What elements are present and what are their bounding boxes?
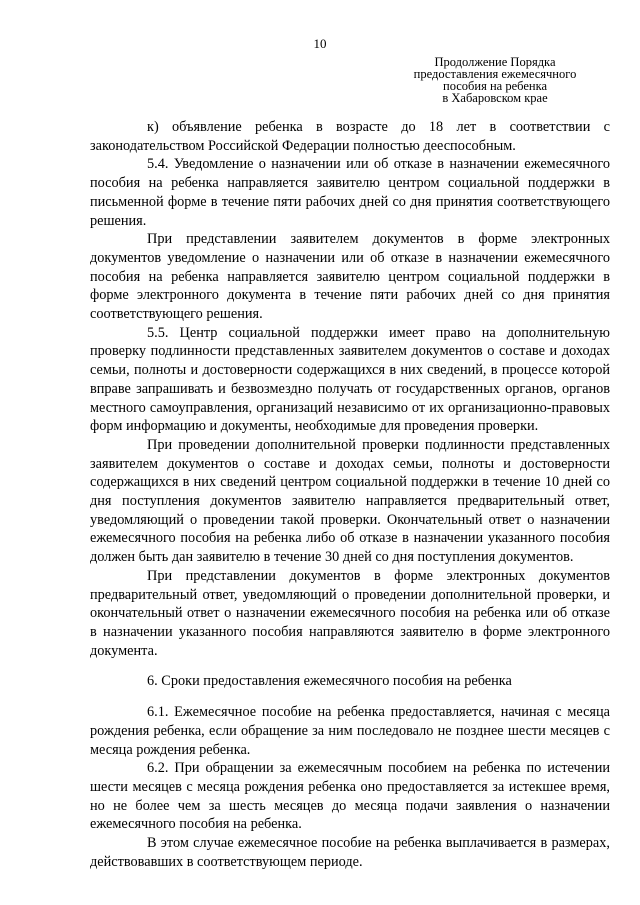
document-body: [90, 118, 610, 871]
paragraph-additional-check: При проведении дополнительной проверки подлинности представленных заявителем документов о составе и доходах семьи, полноты и достоверности содержащихся в них сведений центром социальной поддержки в течение 10 дней со дня поступления документов заявителю направляется предварительный ответ, уведомляющий о проведении такой проверки. Окончательный ответ о назначении ежемесячного пособия на ребенка либо об отказе в назначении указанного пособия должен быть дан заявителю в течение 30 дней со дня поступления документов.: [90, 436, 610, 566]
paragraph-payment-amounts: В этом случае ежемесячное пособие на ребенка выплачивается в размерах, действовавших в соответствующем периоде.: [90, 835, 610, 870]
section-heading: 6. Сроки предоставления ежемесячного пособия на ребенка: [147, 673, 512, 690]
paragraph-electronic-response: При представлении документов в форме электронных документов предварительный ответ, уведомляющий о проведении дополнительной проверки, и окончательный ответ о назначении ежемесячного пособия на ребенка или об отказе в назначении указанного пособия направляются заявителю в форме электронного документа.: [90, 567, 610, 659]
header-line: пособия на ребенка: [443, 79, 547, 93]
header-line: предоставления ежемесячного: [413, 67, 577, 81]
paragraph-item-k: к) объявление ребенка в возрасте до 18 лет в соответствии с законодательством Российской Федерации полностью дееспособным.: [90, 119, 610, 154]
running-header: [390, 56, 600, 104]
paragraph-6-2: 6.2. При обращении за ежемесячным пособием на ребенка по истечении шести месяцев с месяца рождения ребенка оно предоставляется за истекшее время, но не более чем за шесть месяцев до месяца подачи заявления о назначении ежемесячного пособия на ребенка.: [90, 760, 610, 833]
paragraph-5-4: 5.4. Уведомление о назначении или об отказе в назначении ежемесячного пособия на ребенка направляется заявителю центром социальной поддержки в письменной форме в течение пяти рабочих дней со дня принятия соответствующего решения.: [90, 156, 610, 229]
page-number: 10: [313, 36, 327, 51]
header-line: в Хабаровском крае: [442, 91, 548, 105]
header-line: Продолжение Порядка: [434, 55, 556, 69]
paragraph-6-1: 6.1. Ежемесячное пособие на ребенка предоставляется, начиная с месяца рождения ребенка, если обращение за ним последовало не позднее шести месяцев с месяца рождения ребенка.: [90, 704, 610, 758]
paragraph-electronic-notice: При представлении заявителем документов в форме электронных документов уведомление о назначении или об отказе в назначении ежемесячного пособия на ребенка направляется заявителю центром социальной поддержки в форме электронного документа в течение пяти рабочих дней со дня принятия соответствующего решения.: [90, 231, 610, 323]
paragraph-5-5: 5.5. Центр социальной поддержки имеет право на дополнительную проверку подлинности представленных заявителем документов о составе и доходах семьи, полноты и достоверности содержащихся в них сведений, в процессе которой вправе запрашивать и безвозмездно получать от государственных органов, органов местного самоуправления, организаций независимо от их организационно-правовых форм информацию и документы, необходимые для проведения проверки.: [90, 324, 610, 435]
